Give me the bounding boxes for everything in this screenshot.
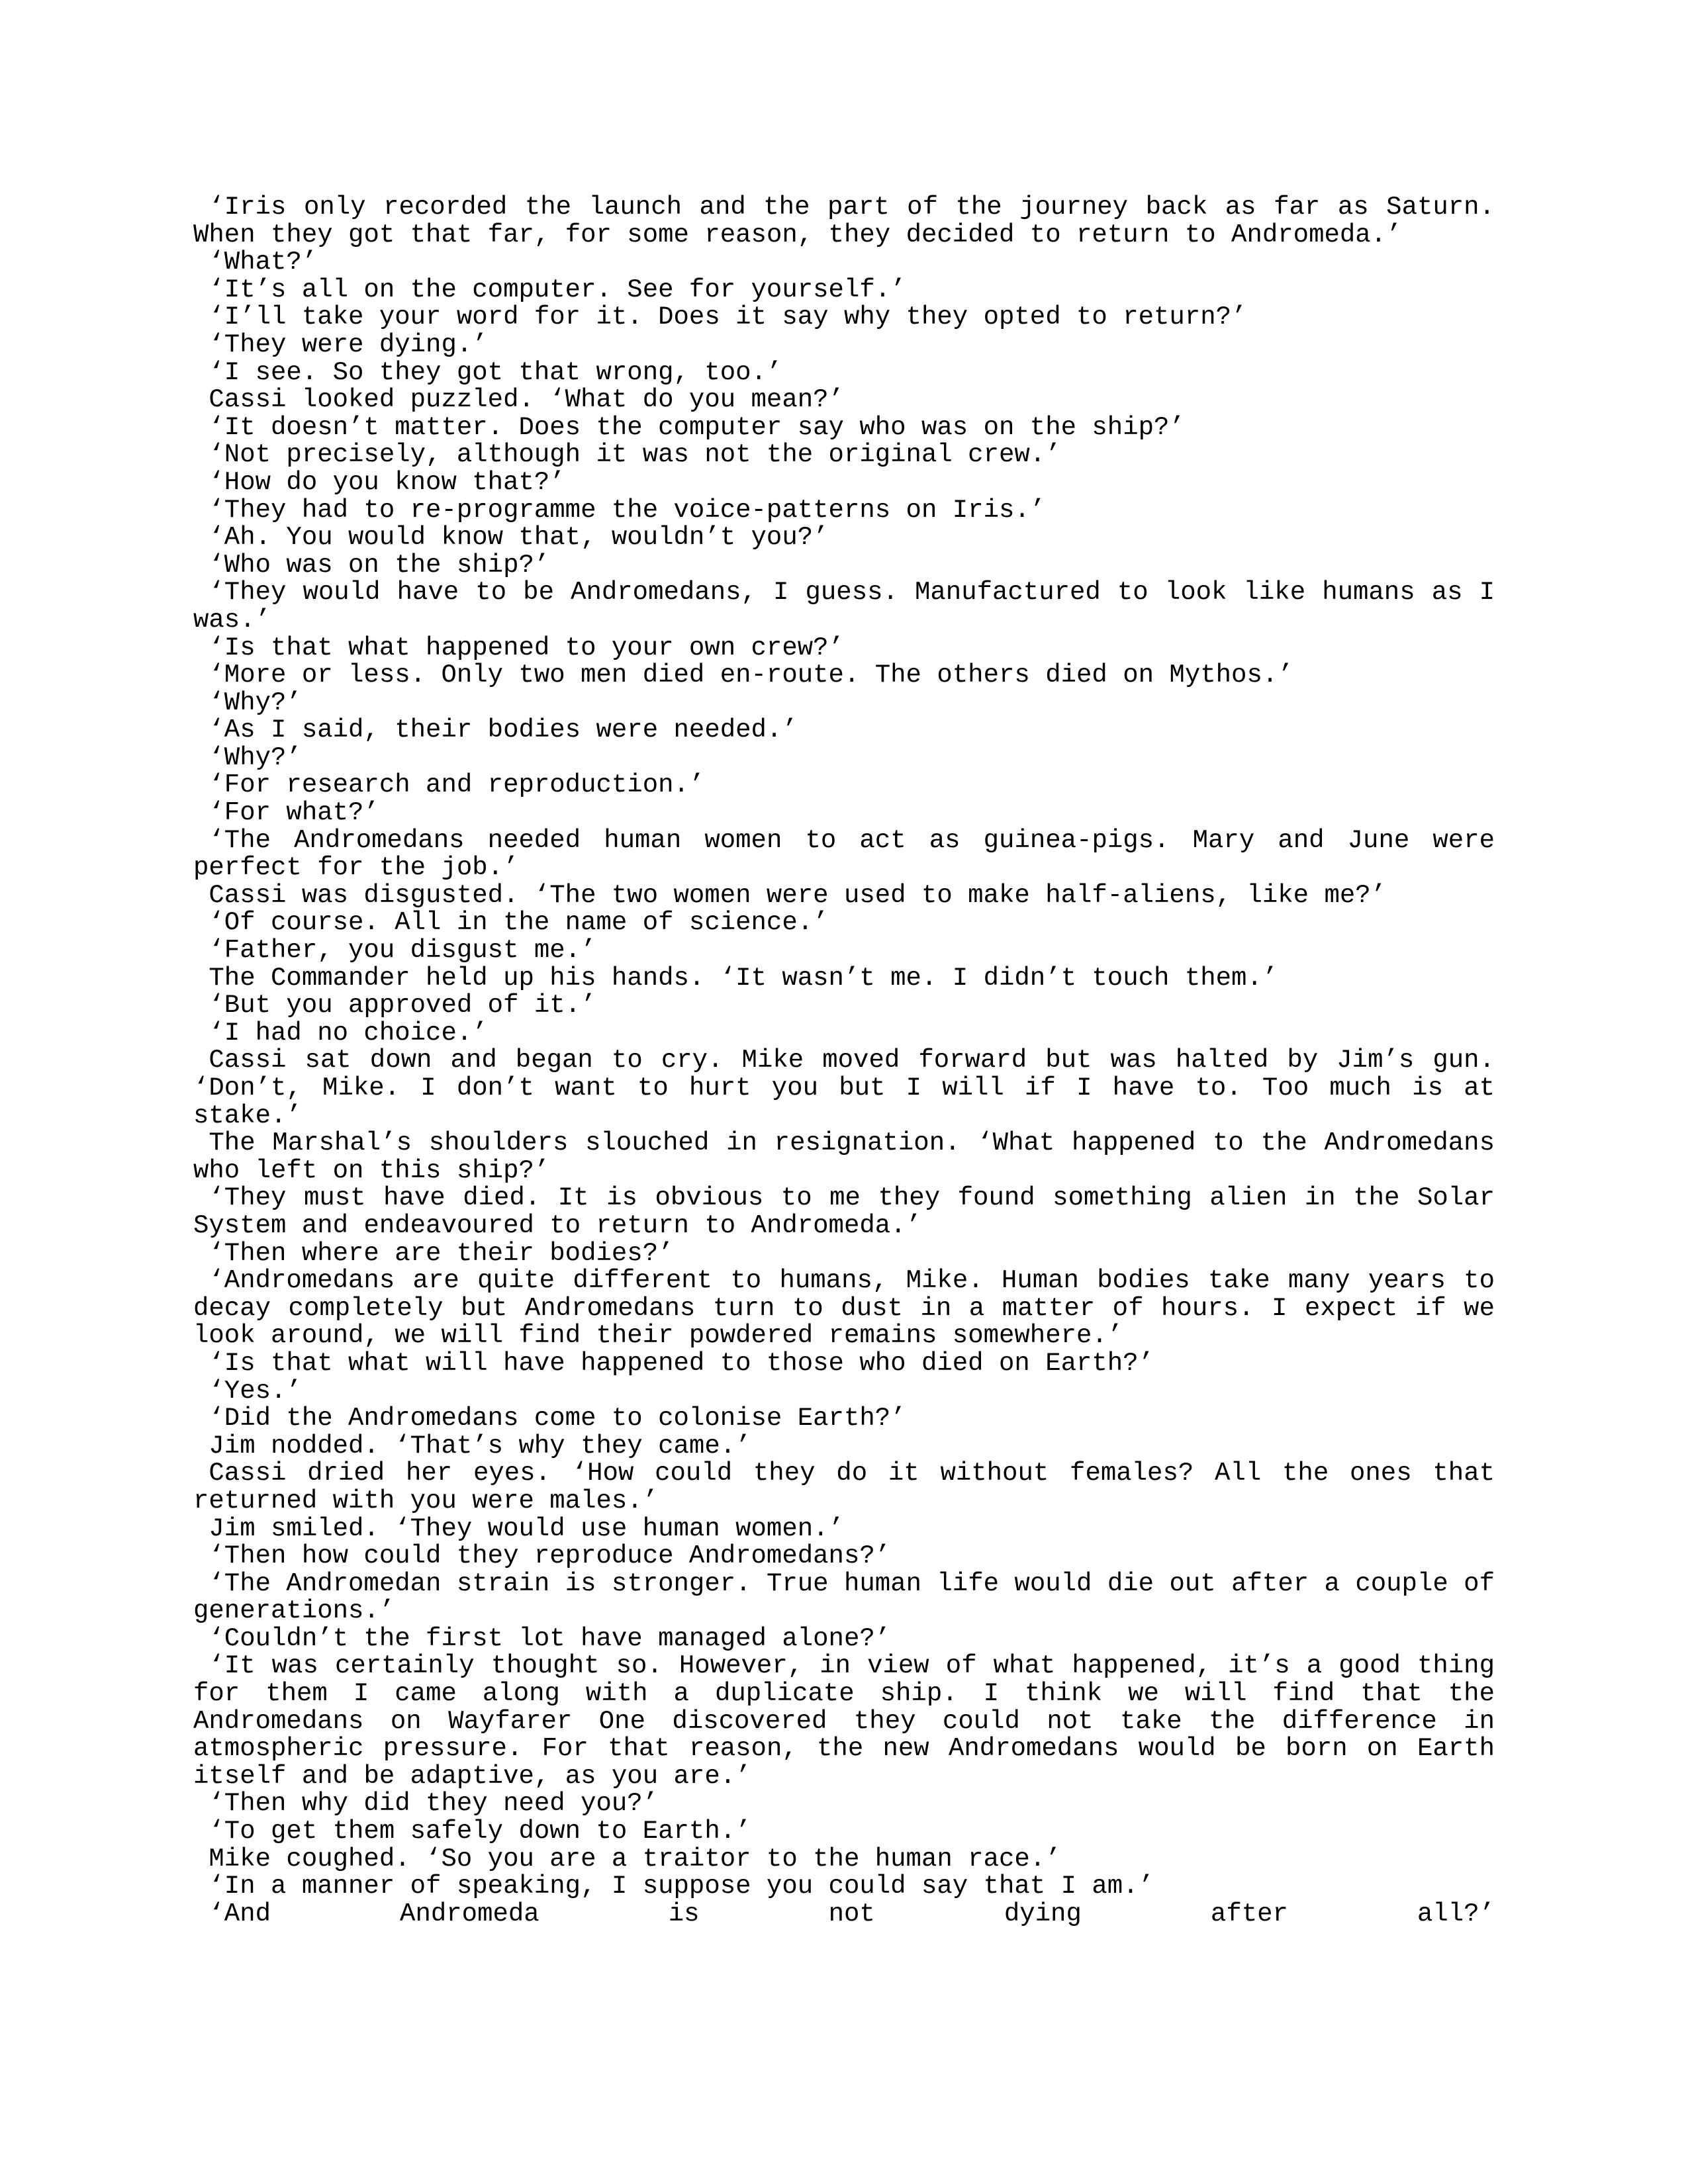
paragraph: ‘It doesn’t matter. Does the computer say who was on the ship?’	[209, 412, 1185, 442]
paragraph: ‘For what?’	[209, 798, 379, 828]
paragraph: ‘It was certainly thought so. However, in view of what happened, it’s a good thing for them I came along with a duplicate ship. I think we will find that the Andromedans on Wayfarer One discovered they could not take the difference in atmospheric pressure. For that reason, the new Andromedans would be born on Earth itself and be adaptive, as you are.’	[193, 1651, 1495, 1791]
paragraph: ‘The Andromedan strain is stronger. True human life would die out after a couple of generations.’	[193, 1569, 1495, 1626]
paragraph: ‘The Andromedans needed human women to act as guinea-pigs. Mary and June were perfect for the job.’	[193, 825, 1495, 883]
paragraph: ‘Of course. All in the name of science.’	[209, 908, 829, 938]
paragraph: Cassi sat down and began to cry. Mike moved forward but was halted by Jim’s gun. ‘Don’t, Mike. I don’t want to hurt you but I will if I have to. Too much is at stake.’	[193, 1046, 1495, 1130]
paragraph: ‘Then where are their bodies?’	[209, 1238, 674, 1268]
paragraph: ‘They had to re-programme the voice-patterns on Iris.’	[209, 495, 1046, 525]
paragraph: ‘I’ll take your word for it. Does it say why they opted to return?’	[209, 302, 1247, 332]
paragraph: ‘But you approved of it.’	[209, 991, 596, 1021]
paragraph: ‘Why?’	[209, 688, 302, 717]
paragraph: ‘It’s all on the computer. See for yourself.’	[209, 275, 906, 304]
paragraph: ‘They would have to be Andromedans, I guess. Manufactured to look like humans as I was.’	[193, 578, 1495, 635]
paragraph: ‘I had no choice.’	[209, 1018, 488, 1048]
paragraph: ‘I see. So they got that wrong, too.’	[209, 357, 782, 387]
paragraph: ‘Not precisely, although it was not the original crew.’	[209, 440, 1061, 470]
paragraph: ‘To get them safely down to Earth.’	[209, 1817, 751, 1846]
paragraph: ‘In a manner of speaking, I suppose you could say that I am.’	[209, 1872, 1154, 1901]
paragraph: ‘For research and reproduction.’	[209, 770, 705, 800]
paragraph: ‘Ah. You would know that, wouldn’t you?’	[209, 523, 829, 553]
paragraph: Jim smiled. ‘They would use human women.’	[209, 1514, 844, 1543]
paragraph: The Commander held up his hands. ‘It wasn’t me. I didn’t touch them.’	[209, 963, 1278, 993]
paragraph: ‘Couldn’t the first lot have managed alone?’	[209, 1623, 891, 1653]
page-body	[193, 194, 1495, 1928]
paragraph: ‘Did the Andromedans come to colonise Earth?’	[209, 1404, 906, 1433]
paragraph: ‘Yes.’	[209, 1376, 302, 1406]
paragraph: ‘They must have died. It is obvious to me they found something alien in the Solar System and endeavoured to return to Andromeda.’	[193, 1183, 1495, 1240]
paragraph: ‘What?’	[209, 248, 318, 277]
paragraph: ‘Then why did they need you?’	[209, 1789, 659, 1819]
paragraph: ‘As I said, their bodies were needed.’	[209, 715, 798, 745]
paragraph: Mike coughed. ‘So you are a traitor to the human race.’	[209, 1844, 1061, 1874]
paragraph: ‘Who was on the ship?’	[209, 550, 550, 580]
paragraph: ‘Iris only recorded the launch and the part of the journey back as far as Saturn. When they got that far, for some reason, they decided to return to Andromeda.’	[193, 193, 1495, 250]
paragraph: ‘Is that what will have happened to those who died on Earth?’	[209, 1348, 1154, 1378]
paragraph-continued: ‘And Andromeda is not dying after all?’	[209, 1899, 1495, 1929]
paragraph: ‘More or less. Only two men died en-route. The others died on Mythos.’	[209, 660, 1293, 690]
paragraph: ‘How do you know that?’	[209, 467, 565, 497]
paragraph: The Marshal’s shoulders slouched in resignation. ‘What happened to the Andromedans who left on this ship?’	[193, 1128, 1495, 1185]
paragraph: Cassi looked puzzled. ‘What do you mean?’	[209, 385, 844, 415]
paragraph: ‘Father, you disgust me.’	[209, 936, 596, 966]
paragraph: ‘Then how could they reproduce Andromedans?’	[209, 1541, 891, 1571]
paragraph: Cassi dried her eyes. ‘How could they do it without females? All the ones that returned with you were males.’	[193, 1459, 1495, 1516]
paragraph: ‘They were dying.’	[209, 330, 488, 359]
paragraph: ‘Is that what happened to your own crew?’	[209, 633, 844, 662]
paragraph: ‘Why?’	[209, 743, 302, 772]
paragraph: Jim nodded. ‘That’s why they came.’	[209, 1431, 751, 1461]
paragraph: ‘Andromedans are quite different to humans, Mike. Human bodies take many years to decay completely but Andromedans turn to dust in a matter of hours. I expect if we look around, we will find their powdered remains somewhere.’	[193, 1266, 1495, 1351]
paragraph: Cassi was disgusted. ‘The two women were used to make half-aliens, like me?’	[209, 880, 1387, 910]
